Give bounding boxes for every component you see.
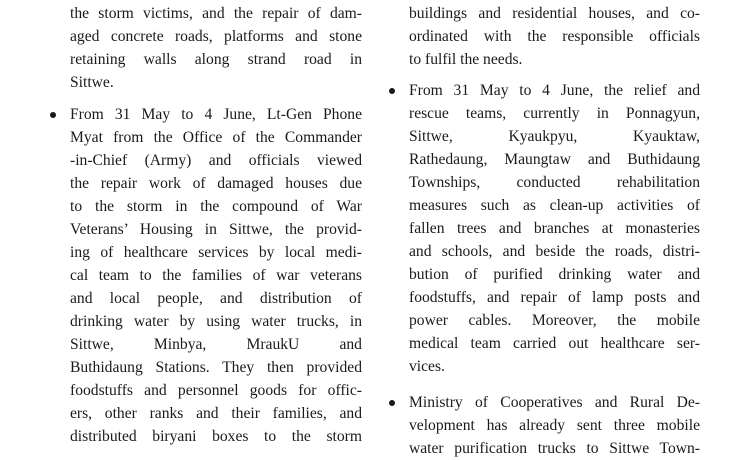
left-bullet-line-3: -in-Chief (Army) and officials viewed [70,152,362,169]
right-bullet1-line-8: and schools, and beside the roads, distri- [409,243,700,260]
right-bullet1-line-1: From 31 May to 4 June, the relief and [409,82,700,99]
word: power [409,312,448,329]
word: distributed [70,428,137,445]
right-top-line-2: ordinated with the responsible officials [409,28,700,45]
word: people, [157,290,203,307]
left-bullet-line-14: ers, other ranks and their families, and [70,405,362,422]
left-top-line-1: the storm victims, and the repair of dam- [70,5,362,22]
word: storm [326,428,362,445]
right-top-line-1: buildings and residential houses, and co- [409,5,700,22]
right-bullet2-line-2: velopment has already sent three mobile [409,417,700,434]
right-bullet1-line-9: bution of purified drinking water and [409,266,700,283]
word: Kyauktaw, [633,128,700,145]
left-top-line-4: Sittwe. [70,74,114,91]
right-bullet1-line-13: vices. [409,358,445,375]
word: Kyaukpyu, [508,128,578,145]
left-bullet-line-4: the repair work of damaged houses due [70,175,362,192]
word: Sittwe, [70,336,114,353]
word: along [194,51,230,68]
left-bullet-line-1: From 31 May to 4 June, Lt-Gen Phone [70,106,362,123]
bullet-marker [50,112,56,118]
word: in [349,51,362,68]
word: Townships, [409,174,481,191]
word: retaining [70,51,126,68]
right-bullet1-line-6: measures such as clean-up activities of [409,197,700,214]
right-bullet1-line-10: foodstuffs, and repair of lamp posts and [409,289,700,306]
left-bullet-line-8: cal team to the families of war veterans [70,267,362,284]
word: and [220,290,243,307]
word: rehabilitation [616,174,700,191]
word: Sittwe, [409,128,453,145]
word: and [339,336,362,353]
word: local [109,290,141,307]
word: conducted [516,174,581,191]
word: the [291,428,311,445]
right-bullet2-line-1: Ministry of Cooperatives and Rural De- [409,394,700,411]
word: of [348,290,362,307]
left-top-line-2: aged concrete roads, platforms and stone [70,28,362,45]
right-bullet1-line-5 [409,171,700,194]
word: boxes [212,428,249,445]
bullet-marker [389,88,395,94]
left-bullet-line-9 [70,287,362,310]
word: biryani [152,428,197,445]
word: strand [247,51,286,68]
left-bullet-line-10: drinking water by using water trucks, in [70,313,362,330]
right-bullet1-line-11 [409,309,700,332]
left-bullet-line-5: to the storm in the compound of War [70,198,362,215]
left-bullet-line-7: ing of healthcare services by local medi- [70,244,362,261]
right-bullet1-line-3 [409,125,700,148]
left-bullet-line-13: foodstuffs and personnel goods for offic- [70,382,362,399]
word: mobile [656,312,700,329]
left-bullet-line-11 [70,333,362,356]
word: to [264,428,277,445]
bullet-marker [389,400,395,406]
left-bullet-line-15 [70,425,362,448]
left-bullet-line-6: Veterans’ Housing in Sittwe, the provid- [70,221,362,238]
word: Moreover, [531,312,597,329]
right-top-line-3: to fulfil the needs. [409,51,523,68]
word: and [70,290,93,307]
left-bullet-line-2: Myat from the Office of the Commander [70,129,362,146]
right-bullet1-line-2: rescue teams, currently in Ponnagyun, [409,105,700,122]
word: the [617,312,637,329]
right-bullet1-line-7: fallen trees and branches at monasteries [409,220,700,237]
right-bullet2-line-3: water purification trucks to Sittwe Town- [409,440,700,457]
right-bullet1-line-4: Rathedaung, Maungtaw and Buthidaung [409,151,700,168]
word: distribution [259,290,332,307]
right-bullet1-line-12: medical team carried out healthcare ser- [409,335,700,352]
word: road [303,51,332,68]
left-top-line-3 [70,48,362,71]
word: Minbya, [153,336,207,353]
word: cables. [468,312,512,329]
left-bullet-line-12: Buthidaung Stations. They then provided [70,359,362,376]
word: MraukU [246,336,300,353]
word: walls [143,51,177,68]
